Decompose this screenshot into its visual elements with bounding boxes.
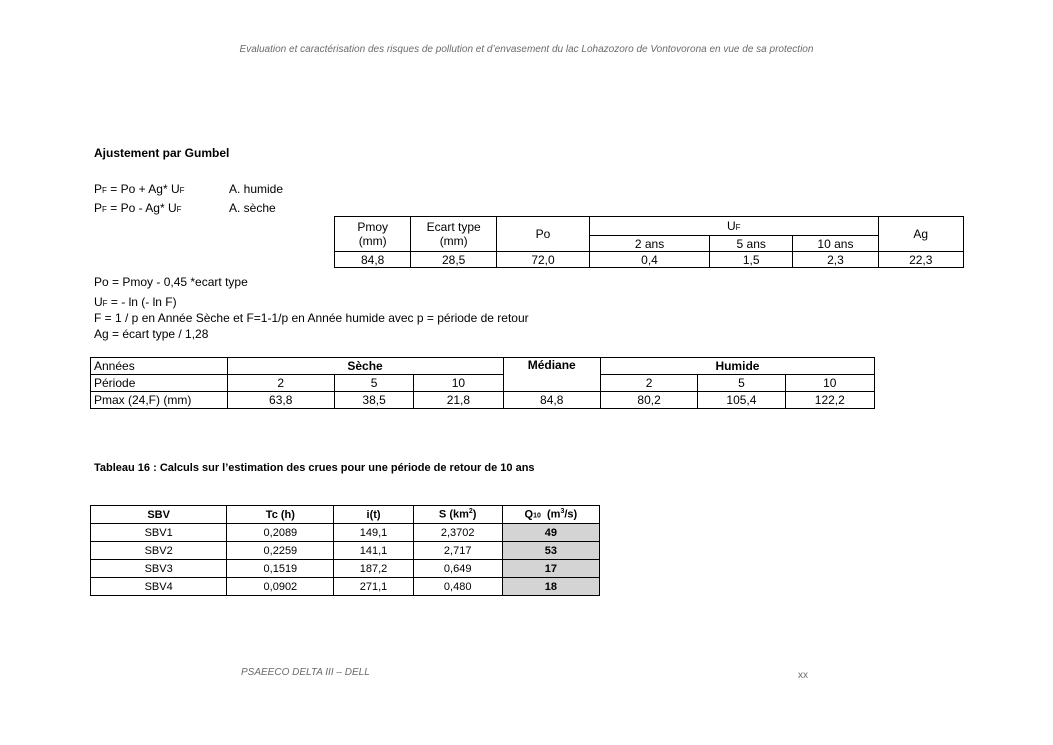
q-header-end: /s) (564, 508, 578, 521)
formula-uf-u: U (94, 295, 103, 309)
q-header (502, 506, 599, 524)
ag-header: Ag (878, 217, 963, 252)
formula-humid-p: P (94, 182, 103, 196)
q-header-text: Q (524, 508, 534, 521)
formula-dry-rhs: = Po - Ag* U (106, 201, 177, 215)
formula-humid (94, 182, 185, 196)
seche-period-5: 5 (334, 375, 413, 392)
gumbel-parameters-table (334, 216, 964, 268)
tc-cell: 0,1519 (227, 560, 334, 578)
periode-label: Période (91, 375, 228, 392)
annees-label: Années (91, 358, 228, 375)
humide-period-10: 10 (785, 375, 874, 392)
q-header-mid: (m (540, 508, 561, 521)
ecart-header-line1: Ecart type (426, 220, 481, 234)
humide-period-2: 2 (600, 375, 697, 392)
humide-value-2: 80,2 (600, 392, 697, 409)
uf-header-sub: F (735, 223, 741, 232)
formula-dry (94, 201, 182, 215)
period-2-header: 2 ans (589, 236, 709, 252)
flood-estimation-table (90, 505, 600, 596)
q-cell: 18 (502, 578, 599, 596)
tc-cell: 0,2259 (227, 542, 334, 560)
it-header: i(t) (334, 506, 413, 524)
tc-cell: 0,2089 (227, 524, 334, 542)
sbv-cell: SBV1 (91, 524, 227, 542)
formula-humid-p-sub: F (102, 186, 107, 195)
pmoy-value: 84,8 (335, 252, 411, 268)
formula-dry-p: P (94, 201, 103, 215)
pmoy-header-line1: Pmoy (357, 220, 389, 234)
s-header-text: S (km (438, 508, 469, 521)
table-row (91, 578, 600, 596)
s-cell: 0,480 (413, 578, 502, 596)
pmoy-header-line2: (mm) (358, 234, 387, 248)
mediane-value: 84,8 (503, 392, 600, 409)
running-header: Evaluation et caractérisation des risques de pollution et d’envasement du lac Lohazozoro de Vontovorona en vue de sa protection (239, 44, 814, 55)
tc-header: Tc (h) (227, 506, 334, 524)
pmoy-header (335, 217, 411, 252)
table-row (91, 542, 600, 560)
uf-header-u: U (726, 219, 736, 233)
formula-humid-rhs: = Po + Ag* U (106, 182, 180, 196)
formula-humid-rhs-sub: F (179, 186, 185, 195)
it-cell: 187,2 (334, 560, 413, 578)
it-cell: 271,1 (334, 578, 413, 596)
s-cell: 0,649 (413, 560, 502, 578)
ecart-header-line2: (mm) (439, 234, 468, 248)
humide-value-10: 122,2 (785, 392, 874, 409)
period-10-header: 10 ans (793, 236, 878, 252)
formula-ag: Ag = écart type / 1,28 (94, 327, 209, 341)
sbv-cell: SBV3 (91, 560, 227, 578)
seche-value-2: 63,8 (227, 392, 334, 409)
formula-f: F = 1 / p en Année Sèche et F=1-1/p en Année humide avec p = période de retour (94, 311, 529, 325)
mediane-header: Médiane (503, 358, 600, 392)
sbv-cell: SBV4 (91, 578, 227, 596)
seche-value-10: 21,8 (414, 392, 503, 409)
table-row (91, 524, 600, 542)
formula-uf-sub: F (102, 299, 108, 308)
seche-period-2: 2 (227, 375, 334, 392)
sbv-cell: SBV2 (91, 542, 227, 560)
q-header-sup: 3 (560, 508, 565, 516)
seche-value-5: 38,5 (334, 392, 413, 409)
u5-value: 1,5 (710, 252, 793, 268)
formula-dry-label: A. sèche (229, 201, 276, 215)
po-header: Po (497, 217, 590, 252)
q-cell: 49 (502, 524, 599, 542)
u10-value: 2,3 (793, 252, 878, 268)
q-header-sub: 10 (533, 512, 541, 520)
formula-uf (94, 295, 177, 309)
ag-value: 22,3 (878, 252, 963, 268)
s-cell: 2,3702 (413, 524, 502, 542)
humide-period-5: 5 (698, 375, 785, 392)
s-header-end: ) (472, 508, 477, 521)
it-cell: 141,1 (334, 542, 413, 560)
formula-uf-rest: = - ln (- ln F) (107, 295, 177, 309)
humide-header: Humide (600, 358, 874, 375)
section-title: Ajustement par Gumbel (94, 146, 230, 160)
it-cell: 149,1 (334, 524, 413, 542)
sbv-header: SBV (91, 506, 227, 524)
s-cell: 2,717 (413, 542, 502, 560)
page-number: xx (798, 670, 808, 681)
q-cell: 17 (502, 560, 599, 578)
ecart-header (411, 217, 497, 252)
pmax-table (90, 357, 875, 409)
period-5-header: 5 ans (710, 236, 793, 252)
ecart-value: 28,5 (411, 252, 497, 268)
formula-po: Po = Pmoy - 0,45 *ecart type (94, 275, 248, 289)
uf-header (589, 217, 878, 236)
humide-value-5: 105,4 (698, 392, 785, 409)
table-caption: Tableau 16 : Calculs sur l’estimation des crues pour une période de retour de 10 ans (94, 462, 535, 474)
table-row (91, 560, 600, 578)
pmax-label: Pmax (24,F) (mm) (91, 392, 228, 409)
seche-period-10: 10 (414, 375, 503, 392)
seche-header: Sèche (227, 358, 503, 375)
formula-humid-label: A. humide (229, 182, 284, 196)
tc-cell: 0,0902 (227, 578, 334, 596)
q-cell: 53 (502, 542, 599, 560)
s-header-sup: 2 (468, 508, 473, 516)
po-value: 72,0 (497, 252, 590, 268)
formula-dry-rhs-sub: F (176, 205, 182, 214)
u2-value: 0,4 (589, 252, 709, 268)
running-footer: PSAEECO DELTA III – DELL (241, 667, 370, 678)
s-header (413, 506, 502, 524)
formula-dry-p-sub: F (102, 205, 107, 214)
